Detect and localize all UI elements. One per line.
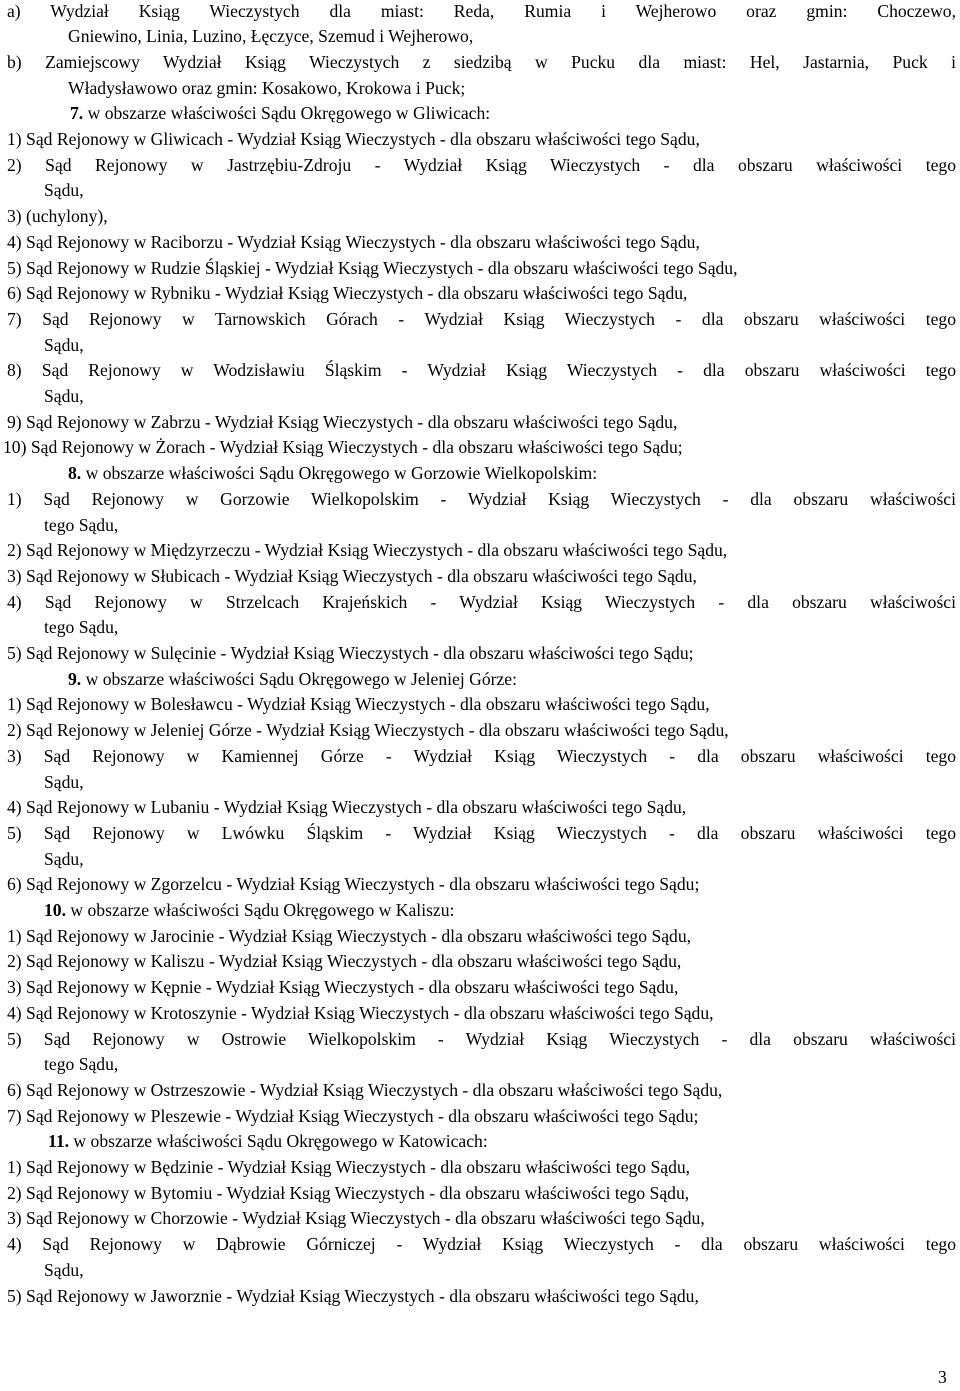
text-line [7, 1078, 956, 1104]
line-text: b) Zamiejscowy Wydział Ksiąg Wieczystych z siedzibą w Pucku dla miast: Hel, Jastarnia, Puck i [7, 51, 956, 72]
section-heading [68, 461, 956, 487]
text-line [3, 435, 956, 461]
text-line [7, 590, 956, 616]
text-line [44, 178, 956, 204]
text-line [7, 924, 956, 950]
text-line [44, 847, 956, 873]
line-text: w obszarze właściwości Sądu Okręgowego w Gliwicach: [83, 103, 491, 124]
line-text: w obszarze właściwości Sądu Okręgowego w Kaliszu: [66, 900, 455, 920]
text-line [7, 821, 956, 847]
line-text: 1) Sąd Rejonowy w Gorzowie Wielkopolskim - Wydział Ksiąg Wieczystych - dla obszaru właściwości [7, 488, 956, 509]
section-heading [68, 667, 956, 693]
line-text: Sądu, [44, 1259, 84, 1280]
page-number: 3 [938, 1367, 947, 1387]
text-line [7, 281, 956, 307]
section-heading [44, 898, 956, 924]
line-text: 5) Sąd Rejonowy w Ostrowie Wielkopolskim - Wydział Ksiąg Wieczystych - dla obszaru właściwości [7, 1028, 956, 1049]
text-line [7, 641, 956, 667]
text-line [7, 50, 956, 76]
section-number: 8. [68, 463, 82, 484]
line-text: 5) Sąd Rejonowy w Sulęcinie - Wydział Ksiąg Wieczystych - dla obszaru właściwości tego Sądu; [7, 643, 694, 663]
line-text: 2) Sąd Rejonowy w Międzyrzeczu - Wydział Ksiąg Wieczystych - dla obszaru właściwości tego Sądu, [7, 540, 728, 561]
line-text: 5) Sąd Rejonowy w Jaworznie - Wydział Ksiąg Wieczystych - dla obszaru właściwości tego Sądu, [7, 1285, 699, 1306]
text-line [7, 1001, 956, 1027]
text-line [7, 795, 956, 821]
line-text: tego Sądu, [44, 1054, 119, 1075]
text-line [7, 718, 956, 744]
text-line [7, 487, 956, 513]
text-line [7, 127, 956, 153]
line-text: 4) Sąd Rejonowy w Krotoszynie - Wydział Ksiąg Wieczystych - dla obszaru właściwości tego Sądu, [7, 1002, 714, 1023]
line-text: Sądu, [44, 386, 84, 406]
text-line [7, 692, 956, 718]
text-line [7, 949, 956, 975]
line-text: 2) Sąd Rejonowy w Jeleniej Górze - Wydział Ksiąg Wieczystych - dla obszaru właściwości tego Sądu, [7, 720, 729, 741]
line-text: w obszarze właściwości Sądu Okręgowego w Katowicach: [69, 1131, 488, 1152]
text-line [44, 384, 956, 410]
text-line [7, 1027, 956, 1053]
line-text: 8) Sąd Rejonowy w Wodzisławiu Śląskim - Wydział Ksiąg Wieczystych - dla obszaru właściwości tego [7, 360, 956, 381]
line-text: a) Wydział Ksiąg Wieczystych dla miast: Reda, Rumia i Wejherowo oraz gmin: Choczewo, [7, 0, 956, 21]
text-line [7, 1104, 956, 1130]
text-line [7, 1206, 956, 1232]
line-text: 3) Sąd Rejonowy w Kamiennej Górze - Wydział Ksiąg Wieczystych - dla obszaru właściwości tego [7, 745, 956, 766]
text-line [7, 204, 956, 230]
text-line [7, 153, 956, 179]
section-heading [70, 101, 956, 127]
line-text: tego Sądu, [44, 617, 119, 638]
line-text: 3) (uchylony), [7, 206, 108, 227]
line-text: Władysławowo oraz gmin: Kosakowo, Krokowa i Puck; [68, 77, 466, 98]
text-line [44, 615, 956, 641]
line-text: Sądu, [44, 334, 84, 355]
section-number: 10. [44, 900, 66, 920]
line-text: Gniewino, Linia, Luzino, Łęczyce, Szemud i Wejherowo, [68, 26, 474, 47]
line-text: 7) Sąd Rejonowy w Tarnowskich Górach - Wydział Ksiąg Wieczystych - dla obszaru właściwości tego [7, 308, 956, 329]
line-text: 4) Sąd Rejonowy w Strzelcach Krajeńskich - Wydział Ksiąg Wieczystych - dla obszaru właściwości [7, 591, 956, 612]
line-text: 4) Sąd Rejonowy w Lubaniu - Wydział Ksiąg Wieczystych - dla obszaru właściwości tego Sądu, [7, 797, 687, 818]
line-text: 1) Sąd Rejonowy w Gliwicach - Wydział Ksiąg Wieczystych - dla obszaru właściwości tego Sądu, [7, 129, 700, 149]
line-text: 2) Sąd Rejonowy w Kaliszu - Wydział Ksiąg Wieczystych - dla obszaru właściwości tego Sądu, [7, 951, 682, 972]
text-line [44, 1258, 956, 1284]
line-text: 6) Sąd Rejonowy w Rybniku - Wydział Ksiąg Wieczystych - dla obszaru właściwości tego Sądu, [7, 283, 688, 304]
text-line [7, 872, 956, 898]
line-text: 2) Sąd Rejonowy w Bytomiu - Wydział Ksiąg Wieczystych - dla obszaru właściwości tego Sądu, [7, 1182, 690, 1203]
text-line [44, 513, 956, 539]
section-number: 9. [68, 668, 82, 689]
text-line [7, 1155, 956, 1181]
line-text: 9) Sąd Rejonowy w Zabrzu - Wydział Ksiąg Wieczystych - dla obszaru właściwości tego Sądu, [7, 411, 678, 432]
line-text: 3) Sąd Rejonowy w Kępnie - Wydział Ksiąg Wieczystych - dla obszaru właściwości tego Sądu, [7, 977, 679, 998]
line-text: 5) Sąd Rejonowy w Rudzie Śląskiej - Wydział Ksiąg Wieczystych - dla obszaru właściwości tego Sądu, [7, 257, 738, 278]
line-text: 4) Sąd Rejonowy w Raciborzu - Wydział Ksiąg Wieczystych - dla obszaru właściwości tego Sądu, [7, 231, 700, 252]
text-line [68, 76, 956, 102]
text-line [7, 1284, 956, 1310]
line-text: Sądu, [44, 180, 84, 201]
text-line [7, 744, 956, 770]
text-line [7, 564, 956, 590]
text-line [44, 333, 956, 359]
line-text: 1) Sąd Rejonowy w Jarocinie - Wydział Ksiąg Wieczystych - dla obszaru właściwości tego Sądu, [7, 925, 692, 946]
line-text: 7) Sąd Rejonowy w Pleszewie - Wydział Ksiąg Wieczystych - dla obszaru właściwości tego Sądu; [7, 1105, 699, 1126]
text-line [7, 975, 956, 1001]
line-text: 5) Sąd Rejonowy w Lwówku Śląskim - Wydział Ksiąg Wieczystych - dla obszaru właściwości tego [7, 822, 956, 843]
text-line [68, 24, 956, 50]
text-line [44, 1052, 956, 1078]
line-text: Sądu, [44, 848, 84, 869]
text-line [7, 410, 956, 436]
section-heading [48, 1129, 956, 1155]
text-line [7, 307, 956, 333]
line-text: 4) Sąd Rejonowy w Dąbrowie Górniczej - Wydział Ksiąg Wieczystych - dla obszaru właściwości tego [7, 1234, 956, 1255]
text-line [7, 538, 956, 564]
text-line [7, 1232, 956, 1258]
line-text: 3) Sąd Rejonowy w Chorzowie - Wydział Ksiąg Wieczystych - dla obszaru właściwości tego Sądu, [7, 1208, 705, 1229]
line-text: 2) Sąd Rejonowy w Jastrzębiu-Zdroju - Wydział Ksiąg Wieczystych - dla obszaru właściwości tego [7, 154, 956, 175]
text-line [7, 230, 956, 256]
line-text: 1) Sąd Rejonowy w Bolesławcu - Wydział Ksiąg Wieczystych - dla obszaru właściwości tego Sądu, [7, 694, 710, 715]
line-text: 10) Sąd Rejonowy w Żorach - Wydział Ksiąg Wieczystych - dla obszaru właściwości tego Sądu; [3, 437, 683, 458]
text-line [44, 770, 956, 796]
line-text: w obszarze właściwości Sądu Okręgowego w Gorzowie Wielkopolskim: [81, 463, 598, 484]
text-line [7, 256, 956, 282]
line-text: 6) Sąd Rejonowy w Ostrzeszowie - Wydział Ksiąg Wieczystych - dla obszaru właściwości tego Sądu, [7, 1079, 723, 1100]
line-text: 3) Sąd Rejonowy w Słubicach - Wydział Ksiąg Wieczystych - dla obszaru właściwości tego Sądu, [7, 565, 697, 586]
line-text: Sądu, [44, 771, 84, 792]
line-text: 1) Sąd Rejonowy w Będzinie - Wydział Ksiąg Wieczystych - dla obszaru właściwości tego Sądu, [7, 1157, 691, 1177]
section-number: 7. [70, 103, 84, 124]
line-text: w obszarze właściwości Sądu Okręgowego w Jeleniej Górze: [81, 668, 517, 689]
line-text: 6) Sąd Rejonowy w Zgorzelcu - Wydział Ksiąg Wieczystych - dla obszaru właściwości tego Sądu; [7, 874, 700, 895]
text-line [7, 1181, 956, 1207]
line-text: tego Sądu, [44, 514, 119, 535]
text-line [7, 0, 956, 24]
text-line [7, 358, 956, 384]
section-number: 11. [48, 1131, 70, 1152]
